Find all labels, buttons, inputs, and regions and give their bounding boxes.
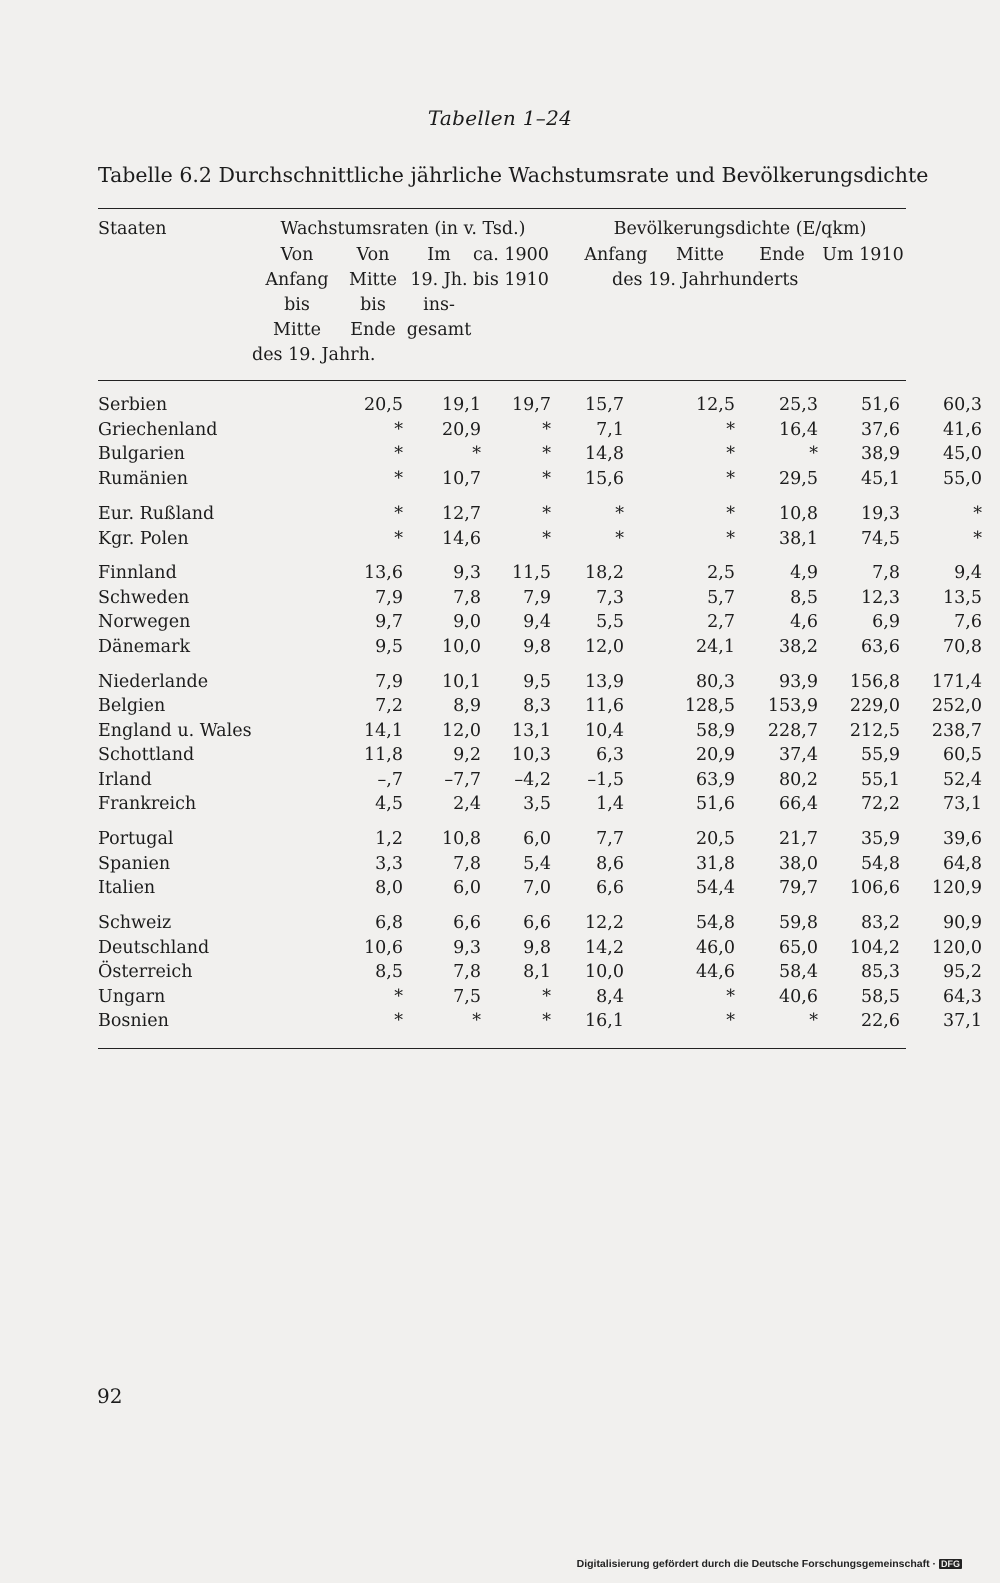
row-value: * (973, 529, 982, 549)
row-value: 7,1 (596, 420, 624, 440)
row-value: 171,4 (931, 672, 982, 692)
row-value: 14,2 (585, 938, 624, 958)
row-value: 45,0 (943, 444, 982, 464)
row-value: 14,6 (442, 529, 481, 549)
table-row (98, 670, 982, 694)
row-value: * (542, 987, 551, 1007)
row-value: 80,2 (779, 770, 818, 790)
row-value: 10,0 (442, 637, 481, 657)
row-value: 41,6 (943, 420, 982, 440)
row-value: 63,6 (861, 637, 900, 657)
header-group-wachstumsraten: Wachstumsraten (in v. Tsd.) (280, 219, 526, 239)
row-value: 21,7 (779, 829, 818, 849)
row-state-name: Schweiz (98, 913, 172, 933)
table-row (98, 610, 982, 634)
row-value: 31,8 (696, 854, 735, 874)
row-value: 9,2 (453, 745, 481, 765)
row-value: 9,5 (375, 637, 403, 657)
row-value: * (394, 504, 403, 524)
row-value: 5,4 (523, 854, 551, 874)
row-value: 1,4 (596, 794, 624, 814)
row-state-name: Spanien (98, 854, 171, 874)
header-col-sub-jahrhunderts: des 19. Jahrhunderts (612, 270, 799, 290)
row-state-name: Kgr. Polen (98, 529, 189, 549)
row-value: 10,1 (442, 672, 481, 692)
table-row (98, 561, 982, 585)
header-line: Mitte (349, 270, 397, 290)
row-value: 6,0 (453, 878, 481, 898)
header-line: 19. Jh. (410, 270, 468, 290)
table-row (98, 467, 982, 491)
row-value: 13,9 (585, 672, 624, 692)
row-value: 9,4 (523, 612, 551, 632)
row-value: 19,1 (442, 395, 481, 415)
row-state-name: Dänemark (98, 637, 191, 657)
row-value: 54,8 (696, 913, 735, 933)
row-value: 13,6 (364, 563, 403, 583)
row-value: 10,0 (585, 962, 624, 982)
row-value: 7,8 (453, 854, 481, 874)
row-value: 20,5 (696, 829, 735, 849)
row-value: 38,9 (861, 444, 900, 464)
row-state-name: England u. Wales (98, 721, 252, 741)
row-value: * (726, 504, 735, 524)
row-value: 238,7 (931, 721, 982, 741)
header-line: ins- (423, 295, 455, 315)
row-value: 252,0 (931, 696, 982, 716)
row-value: 6,6 (523, 913, 551, 933)
row-state-name: Eur. Rußland (98, 504, 215, 524)
row-state-name: Bosnien (98, 1011, 169, 1031)
row-value: 7,9 (375, 588, 403, 608)
table-row (98, 442, 982, 466)
row-value: 55,1 (861, 770, 900, 790)
table-row (98, 768, 982, 792)
table-row (98, 876, 982, 900)
table-row (98, 502, 982, 526)
row-value: 38,2 (779, 637, 818, 657)
row-value: 9,0 (453, 612, 481, 632)
row-value: 11,6 (585, 696, 624, 716)
row-value: * (394, 444, 403, 464)
row-value: 63,9 (696, 770, 735, 790)
row-value: 12,7 (442, 504, 481, 524)
row-value: 7,6 (954, 612, 982, 632)
row-value: 14,8 (585, 444, 624, 464)
row-value: 1,2 (375, 829, 403, 849)
row-value: –,7 (377, 770, 403, 790)
row-value: 10,6 (364, 938, 403, 958)
row-value: 3,5 (523, 794, 551, 814)
table-row (98, 1009, 982, 1033)
row-value: 2,4 (453, 794, 481, 814)
row-state-name: Portugal (98, 829, 174, 849)
row-value: 8,1 (523, 962, 551, 982)
row-value: 12,5 (696, 395, 735, 415)
row-value: 9,5 (523, 672, 551, 692)
row-value: 10,4 (585, 721, 624, 741)
header-line: gesamt (406, 320, 472, 340)
header-line: Anfang (265, 270, 329, 290)
row-value: 7,0 (523, 878, 551, 898)
row-value: 8,3 (523, 696, 551, 716)
row-value: 16,4 (779, 420, 818, 440)
table-row (98, 936, 982, 960)
row-state-name: Belgien (98, 696, 166, 716)
row-state-name: Griechenland (98, 420, 218, 440)
row-value: 9,8 (523, 938, 551, 958)
row-value: 93,9 (779, 672, 818, 692)
row-value: * (542, 444, 551, 464)
table-row (98, 792, 982, 816)
row-value: * (542, 504, 551, 524)
row-value: 10,8 (779, 504, 818, 524)
row-value: 79,7 (779, 878, 818, 898)
row-value: 120,0 (931, 938, 982, 958)
row-value: –4,2 (514, 770, 551, 790)
row-value: * (726, 469, 735, 489)
header-line: bis 1910 (473, 270, 549, 290)
row-value: * (973, 504, 982, 524)
header-line: Ende (350, 320, 396, 340)
row-value: 106,6 (849, 878, 900, 898)
row-value: 37,6 (861, 420, 900, 440)
row-value: 54,8 (861, 854, 900, 874)
row-state-name: Österreich (98, 962, 193, 982)
table-row (98, 418, 982, 442)
row-state-name: Bulgarien (98, 444, 185, 464)
row-value: * (394, 469, 403, 489)
row-value: 7,8 (453, 588, 481, 608)
row-value: 12,0 (442, 721, 481, 741)
row-state-name: Ungarn (98, 987, 166, 1007)
table-row (98, 527, 982, 551)
row-value: –1,5 (587, 770, 624, 790)
row-value: 6,9 (872, 612, 900, 632)
row-value: * (726, 420, 735, 440)
table-row (98, 586, 982, 610)
row-value: 54,4 (696, 878, 735, 898)
row-value: * (542, 529, 551, 549)
row-value: 46,0 (696, 938, 735, 958)
row-value: 14,1 (364, 721, 403, 741)
row-value: 73,1 (943, 794, 982, 814)
row-value: 15,7 (585, 395, 624, 415)
row-value: 10,3 (512, 745, 551, 765)
row-value: 2,5 (707, 563, 735, 583)
row-value: 55,0 (943, 469, 982, 489)
row-value: 6,8 (375, 913, 403, 933)
header-line: Mitte (273, 320, 321, 340)
table-title: Tabelle 6.2 Durchschnittliche jährliche Wachstumsrate und Bevölkerungsdichte (98, 163, 929, 187)
page-header: Tabellen 1–24 (427, 106, 573, 130)
row-value: * (615, 504, 624, 524)
row-value: 6,0 (523, 829, 551, 849)
row-value: * (615, 529, 624, 549)
row-state-name: Finnland (98, 563, 177, 583)
row-value: * (726, 529, 735, 549)
row-value: 9,8 (523, 637, 551, 657)
row-state-name: Deutschland (98, 938, 210, 958)
row-value: * (809, 444, 818, 464)
table-top-rule (98, 208, 906, 209)
table-row (98, 960, 982, 984)
row-value: 64,8 (943, 854, 982, 874)
row-value: * (542, 420, 551, 440)
row-value: 7,9 (523, 588, 551, 608)
row-value: 37,1 (943, 1011, 982, 1031)
row-value: 16,1 (585, 1011, 624, 1031)
row-value: 7,5 (453, 987, 481, 1007)
row-state-name: Schweden (98, 588, 190, 608)
row-value: 5,5 (596, 612, 624, 632)
row-value: 9,7 (375, 612, 403, 632)
row-value: 6,6 (596, 878, 624, 898)
row-value: 2,7 (707, 612, 735, 632)
row-value: * (542, 1011, 551, 1031)
row-value: 8,6 (596, 854, 624, 874)
header-line: bis (360, 295, 386, 315)
row-value: 12,3 (861, 588, 900, 608)
row-value: 11,5 (512, 563, 551, 583)
row-value: 66,4 (779, 794, 818, 814)
row-value: * (726, 987, 735, 1007)
row-value: 8,5 (375, 962, 403, 982)
row-value: 5,7 (707, 588, 735, 608)
header-col-um-1910: Um 1910 (822, 245, 904, 265)
row-value: 7,8 (872, 563, 900, 583)
row-value: 90,9 (943, 913, 982, 933)
row-state-name: Rumänien (98, 469, 188, 489)
row-state-name: Irland (98, 770, 152, 790)
header-staaten: Staaten (98, 219, 167, 239)
header-col-mitte: Mitte (676, 245, 724, 265)
row-value: 19,7 (512, 395, 551, 415)
footer-text: Digitalisierung gefördert durch die Deutsche Forschungsgemeinschaft · (576, 1558, 936, 1570)
row-value: 25,3 (779, 395, 818, 415)
row-value: 38,0 (779, 854, 818, 874)
row-value: 52,4 (943, 770, 982, 790)
row-state-name: Niederlande (98, 672, 209, 692)
table-row (98, 719, 982, 743)
row-value: 6,6 (453, 913, 481, 933)
row-value: * (472, 1011, 481, 1031)
row-state-name: Schottland (98, 745, 195, 765)
row-value: 80,3 (696, 672, 735, 692)
digitization-footer (577, 1558, 962, 1570)
row-value: 65,0 (779, 938, 818, 958)
row-value: 8,4 (596, 987, 624, 1007)
table-header-rule (98, 380, 906, 381)
row-value: 58,9 (696, 721, 735, 741)
header-line: Von (280, 245, 314, 265)
row-value: 51,6 (861, 395, 900, 415)
row-value: 60,5 (943, 745, 982, 765)
row-value: 60,3 (943, 395, 982, 415)
row-value: 18,2 (585, 563, 624, 583)
header-group-bevoelkerungsdichte: Bevölkerungsdichte (E/qkm) (613, 219, 867, 239)
dfg-logo: DFG (941, 1559, 960, 1569)
header-col-ende: Ende (759, 245, 805, 265)
row-value: 74,5 (861, 529, 900, 549)
header-col-anfang: Anfang (584, 245, 648, 265)
row-value: * (472, 444, 481, 464)
row-value: 10,7 (442, 469, 481, 489)
row-value: 35,9 (861, 829, 900, 849)
row-value: 29,5 (779, 469, 818, 489)
row-value: * (542, 469, 551, 489)
row-value: 13,5 (943, 588, 982, 608)
header-line: Von (356, 245, 390, 265)
row-value: 8,5 (790, 588, 818, 608)
row-value: 38,1 (779, 529, 818, 549)
row-value: 9,3 (453, 563, 481, 583)
table-row (98, 694, 982, 718)
row-value: 58,5 (861, 987, 900, 1007)
row-value: 8,9 (453, 696, 481, 716)
row-value: 4,6 (790, 612, 818, 632)
table-row (98, 985, 982, 1009)
row-value: * (809, 1011, 818, 1031)
row-value: –7,7 (444, 770, 481, 790)
row-value: 156,8 (849, 672, 900, 692)
row-state-name: Frankreich (98, 794, 197, 814)
row-value: 7,8 (453, 962, 481, 982)
row-value: 55,9 (861, 745, 900, 765)
row-value: 37,4 (779, 745, 818, 765)
row-value: 39,6 (943, 829, 982, 849)
row-value: 19,3 (861, 504, 900, 524)
row-value: 59,8 (779, 913, 818, 933)
header-line: des 19. Jahrh. (252, 345, 376, 365)
row-value: 72,2 (861, 794, 900, 814)
header-line: Im (427, 245, 451, 265)
row-value: 12,0 (585, 637, 624, 657)
row-value: 22,6 (861, 1011, 900, 1031)
row-value: 8,0 (375, 878, 403, 898)
row-value: 12,2 (585, 913, 624, 933)
row-value: 13,1 (512, 721, 551, 741)
row-value: 128,5 (684, 696, 735, 716)
table-row (98, 852, 982, 876)
row-value: 3,3 (375, 854, 403, 874)
table-row (98, 911, 982, 935)
row-value: 9,4 (954, 563, 982, 583)
row-value: * (726, 444, 735, 464)
row-state-name: Italien (98, 878, 156, 898)
row-value: 15,6 (585, 469, 624, 489)
row-value: * (394, 987, 403, 1007)
row-value: 40,6 (779, 987, 818, 1007)
row-value: 44,6 (696, 962, 735, 982)
row-value: 9,3 (453, 938, 481, 958)
row-value: 58,4 (779, 962, 818, 982)
row-value: 24,1 (696, 637, 735, 657)
table-row (98, 743, 982, 767)
row-value: 6,3 (596, 745, 624, 765)
row-value: * (726, 1011, 735, 1031)
row-value: 10,8 (442, 829, 481, 849)
row-value: 104,2 (849, 938, 900, 958)
row-value: 7,9 (375, 672, 403, 692)
row-value: 120,9 (931, 878, 982, 898)
table-bottom-rule (98, 1048, 906, 1049)
row-value: 7,3 (596, 588, 624, 608)
page-number: 92 (97, 1384, 123, 1408)
table-row (98, 827, 982, 851)
row-value: 20,9 (442, 420, 481, 440)
table-row (98, 393, 982, 417)
row-value: 212,5 (849, 721, 900, 741)
row-state-name: Norwegen (98, 612, 191, 632)
row-value: 64,3 (943, 987, 982, 1007)
row-value: 229,0 (849, 696, 900, 716)
row-value: 4,9 (790, 563, 818, 583)
header-col-1900-1910 (466, 243, 556, 293)
row-value: 11,8 (364, 745, 403, 765)
row-value: 4,5 (375, 794, 403, 814)
row-value: 83,2 (861, 913, 900, 933)
header-line: bis (284, 295, 310, 315)
row-state-name: Serbien (98, 395, 168, 415)
header-line: ca. 1900 (473, 245, 549, 265)
row-value: 20,5 (364, 395, 403, 415)
row-value: 7,2 (375, 696, 403, 716)
row-value: 85,3 (861, 962, 900, 982)
row-value: * (394, 420, 403, 440)
row-value: 7,7 (596, 829, 624, 849)
table-row (98, 635, 982, 659)
row-value: 228,7 (767, 721, 818, 741)
row-value: * (394, 529, 403, 549)
row-value: 45,1 (861, 469, 900, 489)
row-value: 20,9 (696, 745, 735, 765)
row-value: * (394, 1011, 403, 1031)
row-value: 51,6 (696, 794, 735, 814)
row-value: 95,2 (943, 962, 982, 982)
row-value: 70,8 (943, 637, 982, 657)
row-value: 153,9 (767, 696, 818, 716)
